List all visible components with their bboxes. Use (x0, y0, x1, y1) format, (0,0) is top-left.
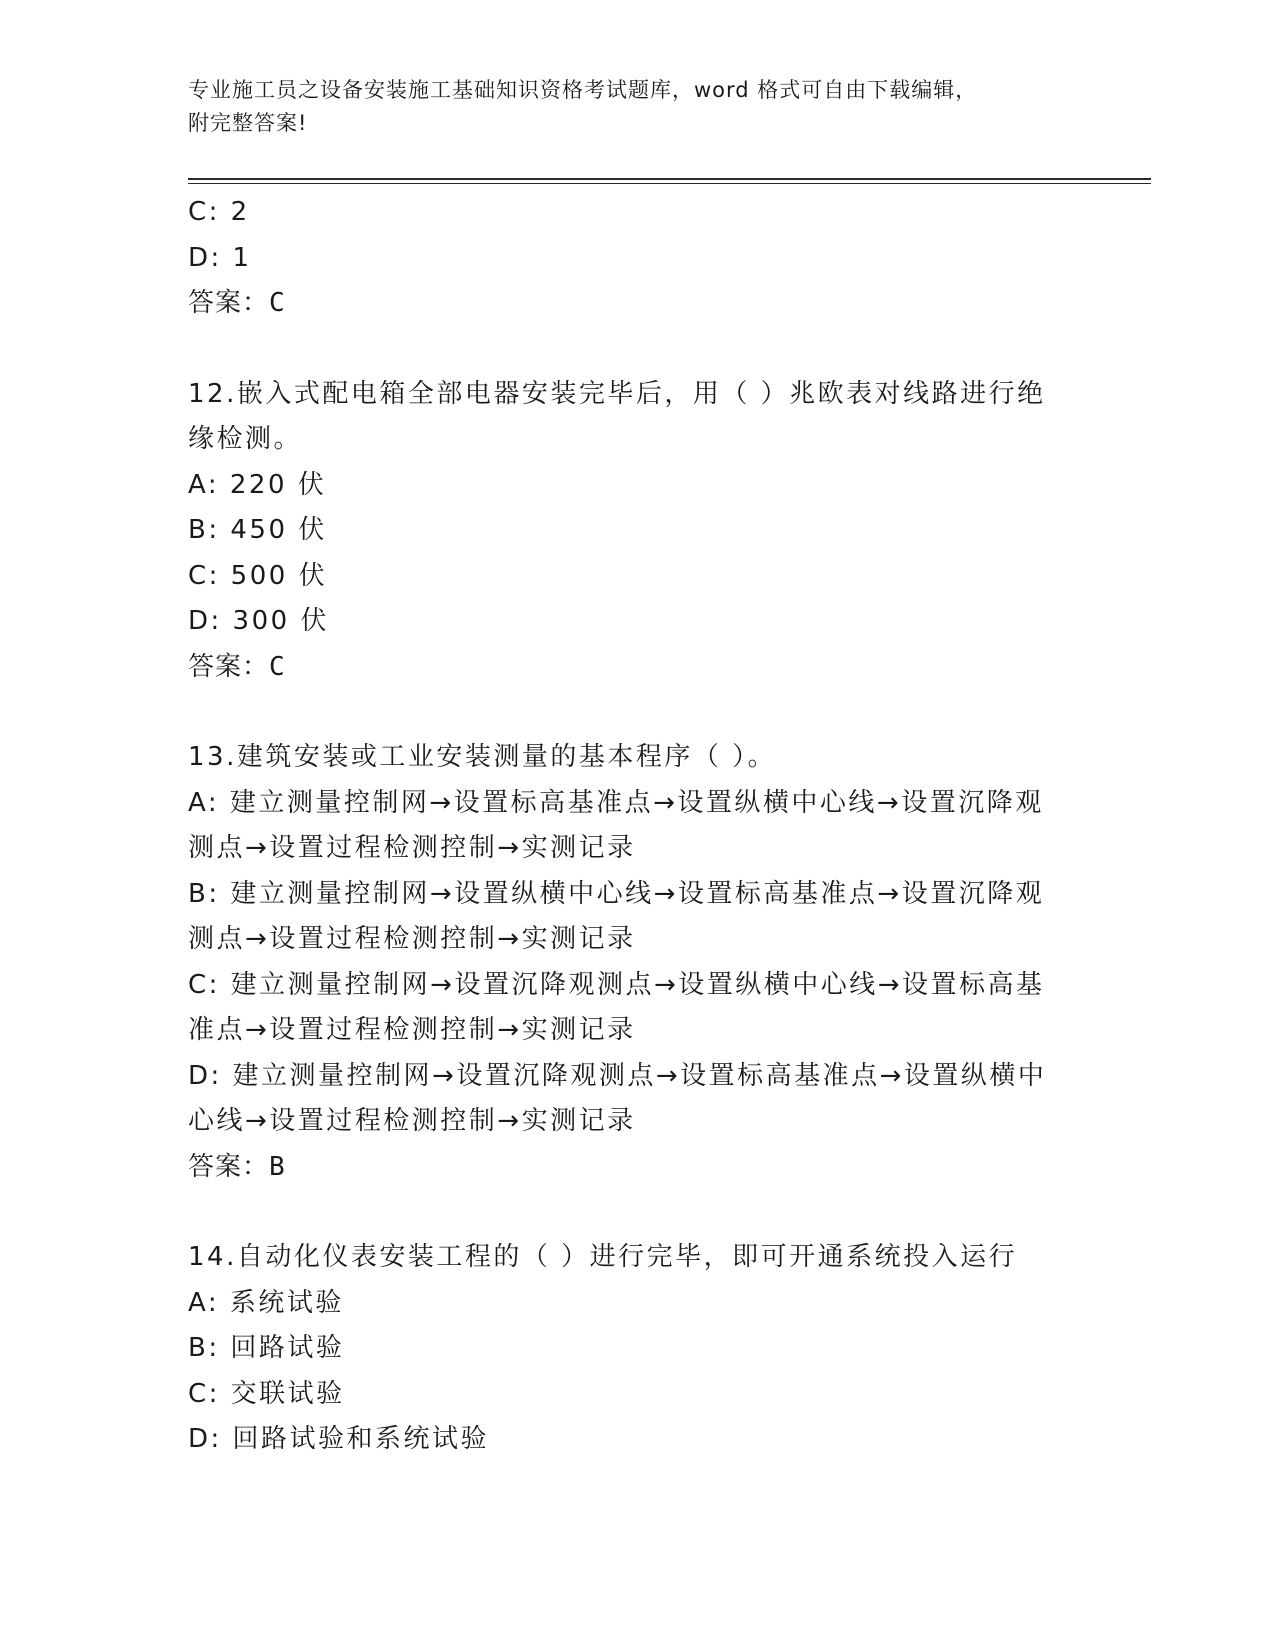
question-stem-continued: 缘检测。 (188, 424, 303, 454)
option-d: D: 建立测量控制网→设置沉降观测点→设置标高基准点→设置纵横中 (188, 1060, 1047, 1091)
question-stem: 13.建筑安装或工业安装测量的基本程序（ ）。 (188, 742, 777, 772)
option-b: B: 450 伏 (188, 515, 327, 545)
option-c-continued: 准点→设置过程检测控制→实测记录 (188, 1015, 636, 1045)
spacer (188, 327, 1088, 372)
question-12 (188, 372, 1088, 691)
option-b-continued: 测点→设置过程检测控制→实测记录 (188, 924, 636, 954)
option-a: A: 建立测量控制网→设置标高基准点→设置纵横中心线→设置沉降观 (188, 787, 1044, 818)
header-title-line2: 附完整答案! (188, 111, 308, 135)
option-c: C: 交联试验 (188, 1378, 345, 1409)
question-13 (188, 735, 1088, 1190)
spacer (188, 1190, 1088, 1235)
option-d-continued: 心线→设置过程检测控制→实测记录 (188, 1106, 636, 1136)
option-d: D: 回路试验和系统试验 (188, 1424, 490, 1454)
option-c: C: 500 伏 (188, 560, 328, 591)
option-a: A: 系统试验 (188, 1287, 344, 1318)
header-divider-thin (188, 183, 1151, 184)
answer-label: 答案： (188, 288, 270, 318)
option-a-continued: 测点→设置过程检测控制→实测记录 (188, 833, 636, 863)
answer-line (188, 645, 1088, 691)
option-b: B: 回路试验 (188, 1333, 345, 1363)
header-title-line1: 专业施工员之设备安装施工基础知识资格考试题库，word 格式可自由下载编辑， (188, 78, 978, 102)
question-content (188, 190, 1088, 1463)
answer-line (188, 1145, 1088, 1191)
option-a: A: 220 伏 (188, 469, 327, 500)
question-11-tail (188, 190, 1088, 327)
header-divider-thick (188, 178, 1151, 180)
answer-line (188, 281, 1088, 327)
document-header (188, 74, 1088, 140)
answer-value: C (269, 288, 286, 318)
option-b: B: 建立测量控制网→设置纵横中心线→设置标高基准点→设置沉降观 (188, 878, 1045, 909)
answer-label: 答案： (188, 651, 270, 682)
answer-value: B (269, 1151, 286, 1182)
question-14 (188, 1235, 1088, 1463)
question-stem: 12.嵌入式配电箱全部电器安装完毕后，用（ ）兆欧表对线路进行绝 (188, 378, 1046, 409)
option-c: C: 2 (188, 197, 250, 227)
option-d: D: 300 伏 (188, 606, 329, 636)
spacer (188, 690, 1088, 735)
answer-value: C (269, 651, 286, 682)
option-c: C: 建立测量控制网→设置沉降观测点→设置纵横中心线→设置标高基 (188, 969, 1045, 1000)
answer-label: 答案： (188, 1151, 270, 1182)
question-stem: 14.自动化仪表安装工程的（ ）进行完毕，即可开通系统投入运行 (188, 1242, 1018, 1272)
option-d: D: 1 (188, 242, 252, 273)
